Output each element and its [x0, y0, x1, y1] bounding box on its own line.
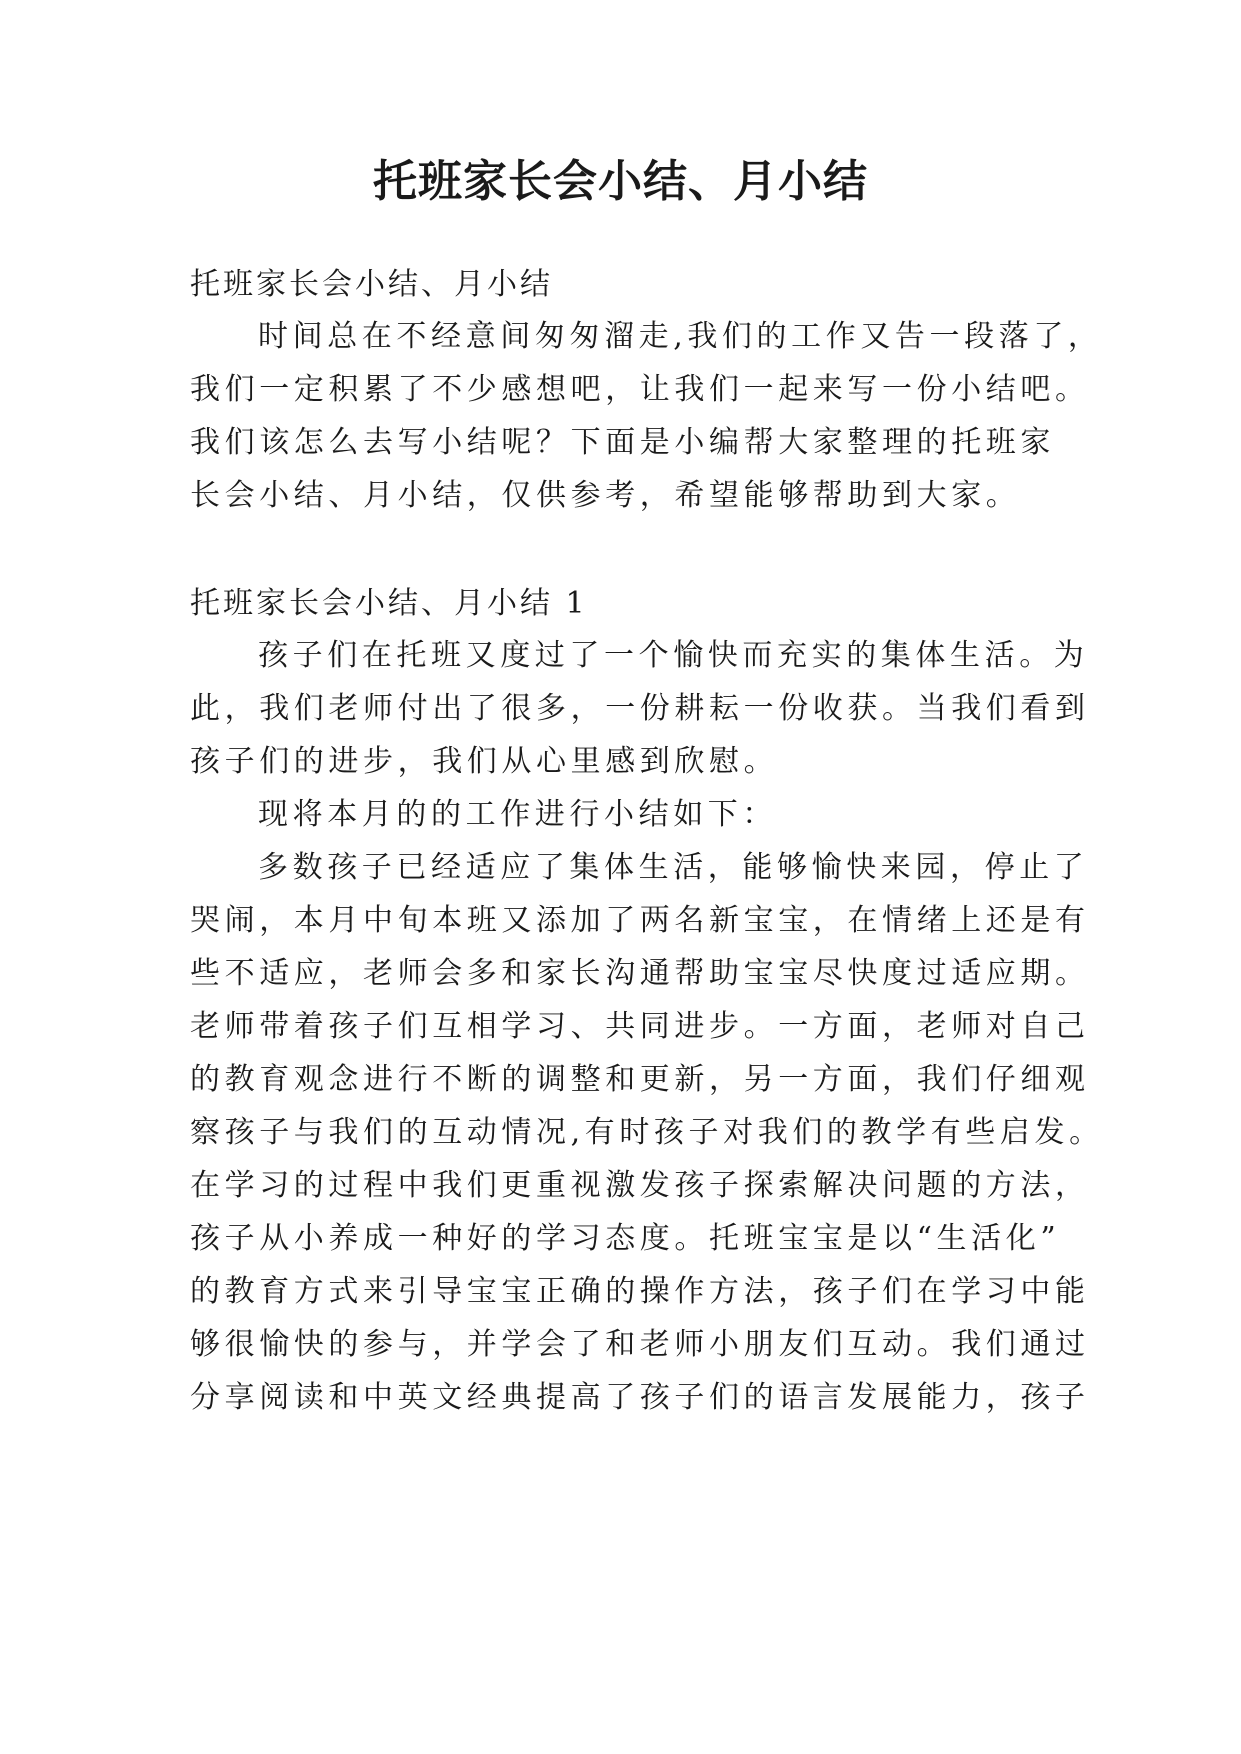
section1-heading: 托班家长会小结、月小结 1: [190, 586, 588, 621]
intro-line-3: 我们该怎么去写小结呢？下面是小编帮大家整理的托班家: [190, 425, 1055, 460]
section1-para1-line-1: 孩子们在托班又度过了一个愉快而充实的集体生活。为: [258, 638, 1089, 673]
section1-para3-line-6: 察孩子与我们的互动情况,有时孩子对我们的教学有些启发。: [190, 1115, 1104, 1150]
section1-para3-line-3: 些不适应，老师会多和家长沟通帮助宝宝尽快度过适应期。: [190, 956, 1090, 991]
intro-line-4: 长会小结、月小结，仅供参考，希望能够帮助到大家。: [190, 478, 1021, 513]
intro-line-2: 我们一定积累了不少感想吧，让我们一起来写一份小结吧。: [190, 372, 1090, 407]
section1-para3-line-1: 多数孩子已经适应了集体生活，能够愉快来园，停止了: [258, 850, 1089, 885]
section1-para1-line-3: 孩子们的进步，我们从心里感到欣慰。: [190, 744, 779, 779]
intro-heading: 托班家长会小结、月小结: [190, 267, 553, 302]
section1-para1-line-2: 此，我们老师付出了很多，一份耕耘一份收获。当我们看到: [190, 691, 1090, 726]
document-title: 托班家长会小结、月小结: [373, 156, 868, 207]
section1-para3-line-8: 孩子从小养成一种好的学习态度。托班宝宝是以“生活化”: [190, 1221, 1061, 1256]
section1-para3-line-9: 的教育方式来引导宝宝正确的操作方法，孩子们在学习中能: [190, 1274, 1090, 1309]
section1-para2-line-1: 现将本月的的工作进行小结如下：: [258, 797, 777, 832]
section1-para3-line-7: 在学习的过程中我们更重视激发孩子探索解决问题的方法，: [190, 1168, 1090, 1203]
section1-para3-line-4: 老师带着孩子们互相学习、共同进步。一方面，老师对自己: [190, 1009, 1090, 1044]
section1-para3-line-5: 的教育观念进行不断的调整和更新，另一方面，我们仔细观: [190, 1062, 1090, 1097]
section1-para3-line-2: 哭闹，本月中旬本班又添加了两名新宝宝，在情绪上还是有: [190, 903, 1090, 938]
intro-line-1: 时间总在不经意间匆匆溜走,我们的工作又告一段落了，: [258, 319, 1103, 354]
section1-para3-line-11: 分享阅读和中英文经典提高了孩子们的语言发展能力，孩子: [190, 1380, 1090, 1415]
section1-para3-line-10: 够很愉快的参与，并学会了和老师小朋友们互动。我们通过: [190, 1327, 1090, 1362]
